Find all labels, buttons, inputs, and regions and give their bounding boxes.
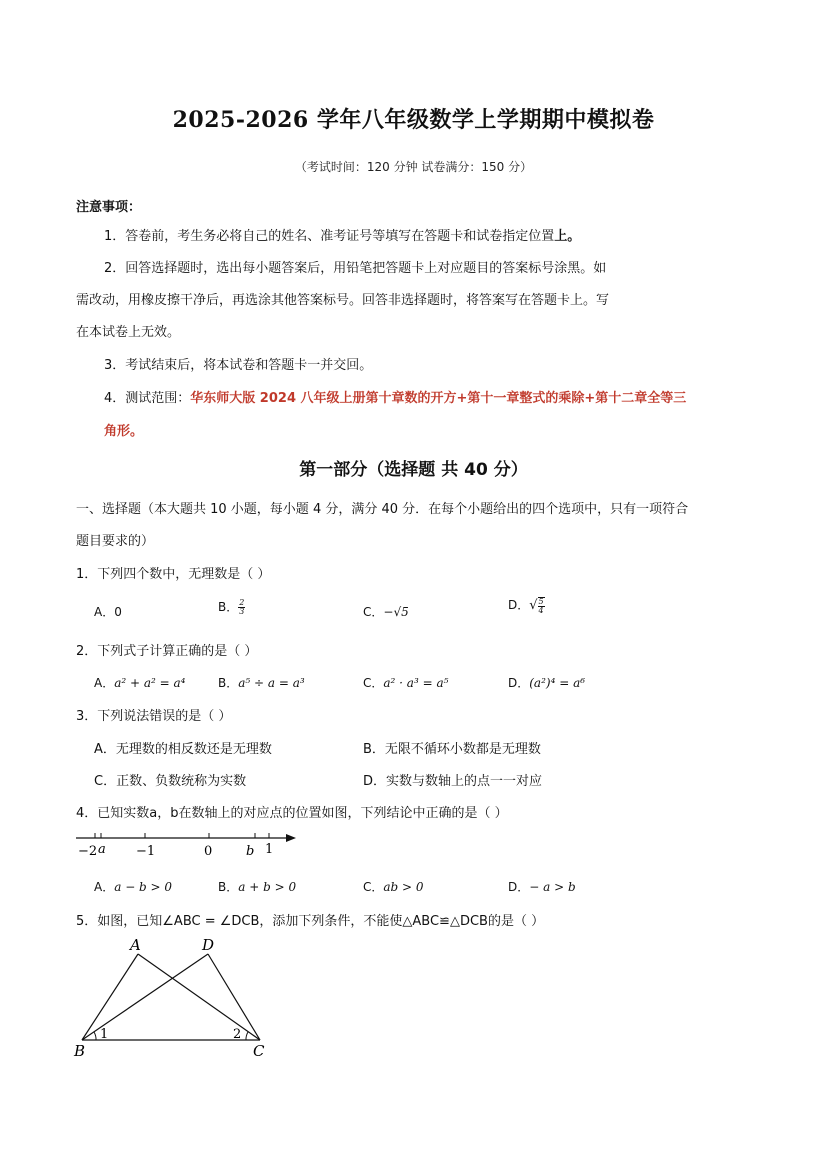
point-b-label: B (74, 1042, 86, 1060)
label-minus-2: −2 (78, 844, 98, 859)
q1-b-denominator: 3 (239, 607, 245, 616)
q4-option-a (94, 878, 172, 895)
q4-option-d (508, 878, 576, 895)
q4-option-c-label: C． (363, 880, 384, 894)
question-1-stem: 1．下列四个数中，无理数是（ ） (76, 567, 271, 582)
q2-option-a-expr: a² + a² = a⁴ (114, 676, 186, 690)
point-d-label: D (202, 936, 215, 954)
q4-option-b-expr: a + b > 0 (238, 880, 297, 894)
q4-option-c-expr: ab > 0 (383, 880, 424, 894)
q4-option-d-label: D． (508, 880, 530, 894)
segment-ac (138, 954, 260, 1040)
q1-b-numerator: 2 (239, 598, 245, 607)
section-title: 第一部分（选择题 共 40 分） (299, 460, 528, 480)
notice-item-2-line-3: 在本试卷上无效。 (76, 325, 181, 340)
angle-1-label: 1 (100, 1027, 109, 1042)
part-intro-line-2: 题目要求的） (76, 534, 155, 549)
q2-option-d-label: D． (508, 676, 530, 690)
q2-option-d (508, 674, 585, 691)
q4-option-b (218, 878, 296, 895)
notice-item-4 (104, 389, 686, 409)
notice-item-1-bold: 上。 (554, 229, 581, 244)
q1-option-b (218, 598, 245, 616)
q2-option-c (363, 674, 448, 691)
q1-option-a: A．0 (94, 605, 122, 619)
notice-item-2-line-1: 2．回答选择题时，选出每小题答案后，用铅笔把答题卡上对应题目的答案标号涂黑。如 (104, 261, 607, 276)
q4-option-b-label: B． (218, 880, 239, 894)
q2-option-c-label: C． (363, 676, 384, 690)
angle-1-arc (94, 1032, 96, 1040)
segment-ab (82, 954, 138, 1040)
angle-2-label: 2 (233, 1027, 242, 1042)
q4-option-a-expr: a − b > 0 (114, 880, 173, 894)
q1-option-c-label: C． (363, 605, 384, 619)
q3-option-b: B．无限不循环小数都是无理数 (363, 742, 541, 757)
q1-option-c (363, 603, 409, 620)
part-intro-line-1: 一、选择题（本大题共 10 小题，每小题 4 分，满分 40 分．在每个小题给出的四个选项中，只有一项符合 (76, 502, 689, 517)
exam-subtitle: （考试时间：120 分钟 试卷满分：150 分） (294, 160, 533, 174)
q2-option-d-expr: (a²)⁴ = a⁶ (529, 676, 586, 690)
label-1: 1 (265, 842, 274, 857)
triangle-figure (70, 934, 280, 1062)
q2-option-b-label: B． (218, 676, 239, 690)
q2-option-b-expr: a⁵ ÷ a = a³ (238, 676, 305, 690)
angle-2-arc (246, 1032, 248, 1040)
question-5-stem: 5．如图，已知∠ABC = ∠DCB，添加下列条件，不能使△ABC≌△DCB的是（ ） (76, 914, 545, 929)
q1-option-d: D．√ $\frac{5}{4}$ (508, 596, 544, 615)
question-4-stem: 4．已知实数a，b在数轴上的对应点的位置如图，下列结论中正确的是（ ） (76, 806, 508, 821)
number-line-arrow (286, 834, 296, 842)
notice-item-4-scope: 华东师大版 2024 八年级上册第十章数的开方+第十一章整式的乘除+第十二章全等三 (190, 391, 687, 406)
question-3-stem: 3．下列说法错误的是（ ） (76, 709, 232, 724)
q1-d-denominator: 4 (538, 605, 544, 615)
q3-option-a: A．无理数的相反数还是无理数 (94, 742, 272, 757)
label-a: a (98, 842, 106, 857)
q3-option-d: D．实数与数轴上的点一一对应 (363, 774, 543, 789)
q2-option-a (94, 674, 185, 691)
q1-option-c-expr: −√5 (383, 605, 409, 619)
exam-title: 2025-2026 学年八年级数学上学期期中模拟卷 (172, 107, 655, 133)
notice-item-3: 3．考试结束后，将本试卷和答题卡一并交回。 (104, 358, 373, 373)
q2-option-c-expr: a² · a³ = a⁵ (383, 676, 449, 690)
q1-option-d-label: D． (508, 598, 530, 612)
q4-option-d-expr: − a > b (529, 880, 576, 894)
label-b: b (246, 844, 255, 859)
q3-option-c: C．正数、负数统称为实数 (94, 774, 247, 789)
notice-item-1 (104, 227, 580, 247)
label-minus-1: −1 (136, 844, 156, 859)
q4-option-a-label: A． (94, 880, 115, 894)
notice-item-1-text: 1．答卷前，考生务必将自己的姓名、准考证号等填写在答题卡和试卷指定位置 (104, 229, 555, 244)
point-c-label: C (253, 1042, 265, 1060)
number-line-figure (70, 826, 310, 862)
q1-option-b-label: B． (218, 600, 239, 614)
label-0: 0 (204, 844, 213, 859)
notice-item-4-prefix: 4．测试范围： (104, 391, 191, 406)
point-a-label: A (130, 936, 141, 954)
q2-option-a-label: A． (94, 676, 115, 690)
notice-item-4-scope-cont: 角形。 (104, 424, 144, 439)
q2-option-b (218, 674, 305, 691)
q4-option-c (363, 878, 424, 895)
notice-item-2-line-2: 需改动，用橡皮擦干净后，再选涂其他答案标号。回答非选择题时，将答案写在答题卡上。写 (76, 293, 610, 308)
q1-d-numerator: 5 (538, 596, 544, 606)
question-2-stem: 2．下列式子计算正确的是（ ） (76, 644, 258, 659)
notice-heading: 注意事项： (76, 200, 142, 215)
